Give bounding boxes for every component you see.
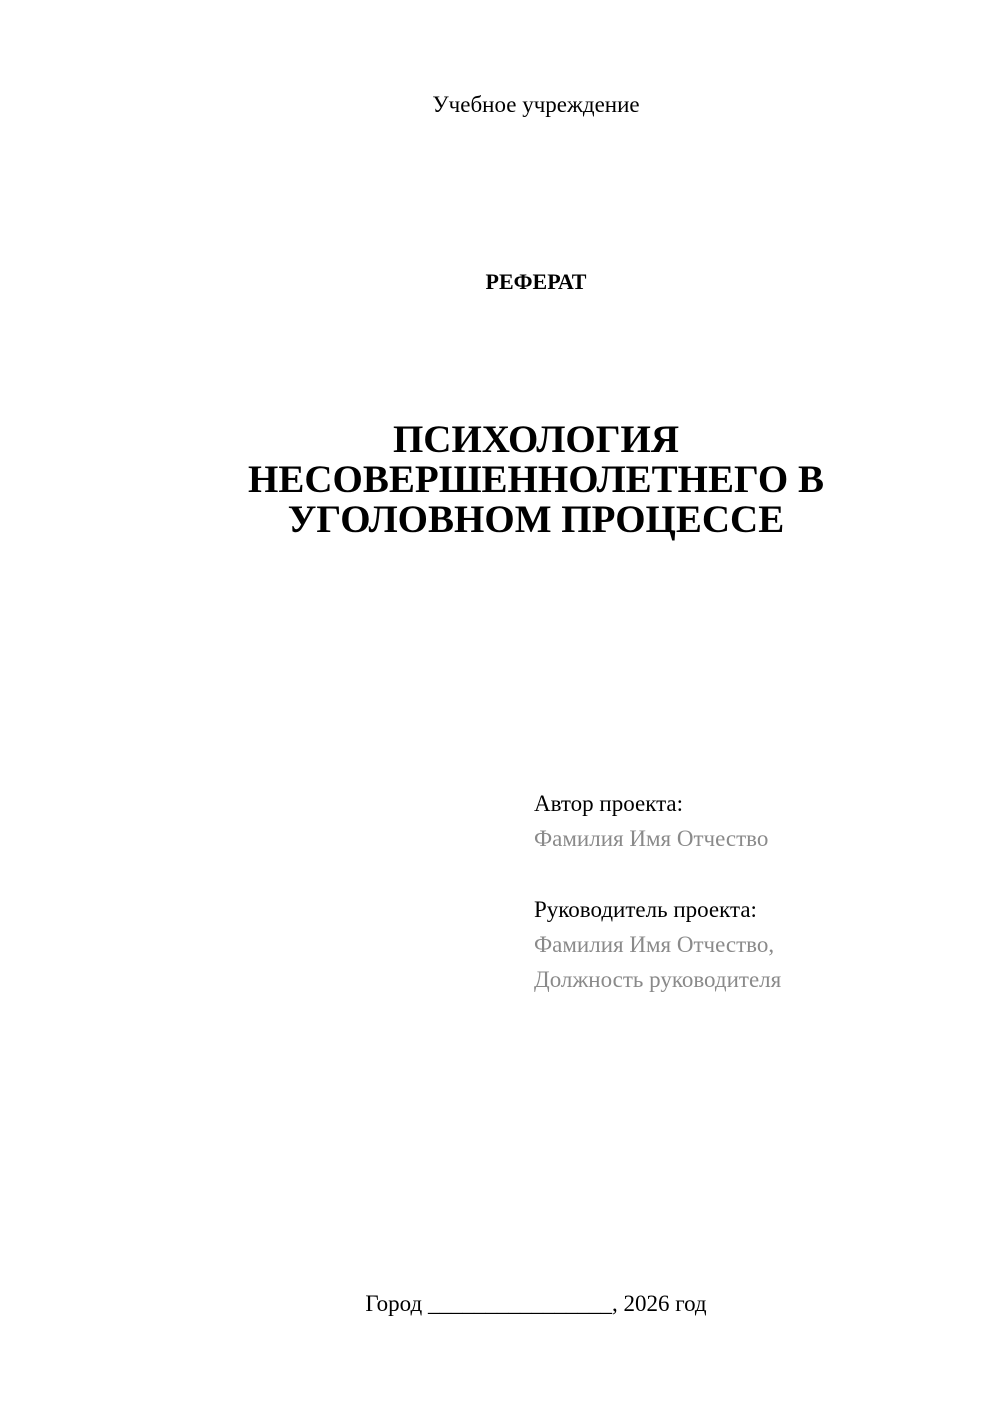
author-block — [534, 786, 974, 856]
supervisor-block — [534, 892, 974, 997]
city-year-line: Город ________________, 2026 год — [365, 1291, 707, 1316]
title-line-2: НЕСОВЕРШЕННОЛЕТНЕГО В — [248, 458, 824, 501]
document-type: РЕФЕРАТ — [485, 269, 587, 294]
author-name: Фамилия Имя Отчество — [534, 826, 769, 851]
document-title — [236, 420, 836, 540]
institution-name: Учебное учреждение — [432, 92, 640, 117]
author-label: Автор проекта: — [534, 791, 683, 816]
supervisor-label: Руководитель проекта: — [534, 897, 757, 922]
title-line-1: ПСИХОЛОГИЯ — [392, 418, 680, 461]
supervisor-name: Фамилия Имя Отчество, — [534, 932, 775, 957]
title-line-3: УГОЛОВНОМ ПРОЦЕССЕ — [287, 498, 785, 541]
supervisor-position: Должность руководителя — [534, 967, 782, 992]
